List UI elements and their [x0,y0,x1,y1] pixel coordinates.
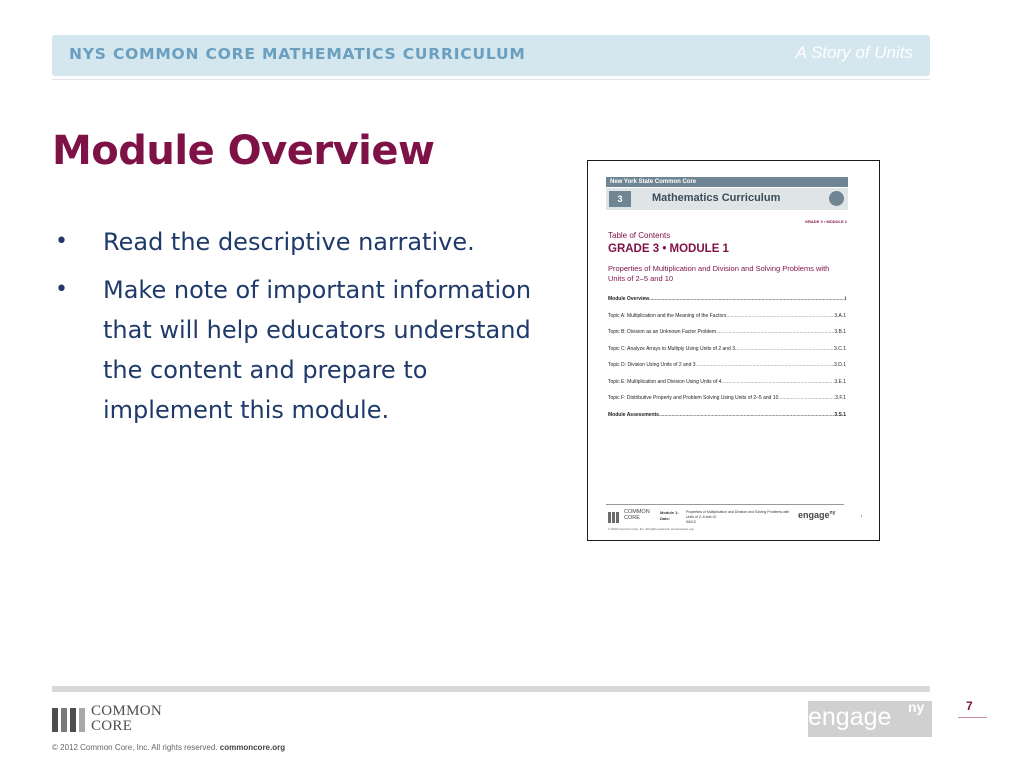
toc-entry: Topic F: Distributive Property and Problem Solving Using Units of 2–5 and 10 ..... 3.F.1 [608,395,846,412]
doc-toc-label: Table of Contents [608,231,671,240]
slide-number-underline [958,717,987,718]
doc-banner-title: Mathematics Curriculum [652,192,781,204]
common-core-wordmark: COMMON CORE [91,703,162,734]
toc-entry: Topic B: Division as an Unknown Factor Problem ..... 3.B.1 [608,329,846,346]
document-thumbnail [587,160,880,541]
common-core-logo [52,708,85,732]
bullet-list [52,222,552,438]
curriculum-title: NYS COMMON CORE MATHEMATICS CURRICULUM [69,45,526,63]
toc-entry: Module Overview ..... i [608,296,846,313]
toc-entry: Topic A: Multiplication and the Meaning of the Factors ..... 3.A.1 [608,313,846,330]
bullet-item [52,270,552,430]
doc-common-core-logo [608,510,622,521]
toc-entry: Module Assessments ..... 3.S.1 [608,412,846,429]
toc-entry: Topic D: Division Using Units of 2 and 3 ..... 3.D.1 [608,362,846,379]
doc-footer-cc: COMMON CORE [624,509,650,521]
commoncore-link[interactable]: commoncore.org [219,743,286,752]
bullet-marker: • [55,277,68,302]
doc-footer-labels: Module 1: Date: [660,510,679,521]
doc-engage-logo: engage$^{ny}$ [798,510,836,520]
doc-copyright: © 2013 Common Core, Inc. All rights reserved. commoncore.org [608,527,694,531]
header-divider [52,79,930,80]
bullet-marker: • [55,229,68,254]
series-title: A Story of Units [795,43,913,62]
engageny-logo: engage ny [808,701,932,737]
toc-entry: Topic E: Multiplication and Division Using Units of 4 ..... 3.E.1 [608,379,846,396]
toc-entry: Topic C: Analyze Arrays to Multiply Using Units of 2 and 3 ..... 3.C.1 [608,346,846,363]
bullet-text: Read the descriptive narrative. [103,228,475,256]
slide-title: Module Overview [52,128,435,174]
doc-footer-text: Properties of Multiplication and Division and Solving Problems with Units of 2–5 and 10 5/6/13 [686,510,790,524]
slide-number: 7 [966,699,973,713]
footer-divider [52,686,930,692]
header-bar [52,35,930,76]
doc-header-label: GRADE 3 • MODULE 1 [804,219,847,224]
bullet-text: Make note of important information that will help educators understand the content and prepare to implement this module. [103,276,532,424]
doc-footer-divider [606,504,844,505]
copyright: © 2012 Common Core, Inc. All rights reserved. commoncore.org [52,743,286,752]
doc-page-number: i [861,513,862,518]
doc-toc-list [608,296,846,428]
doc-grade-module: GRADE 3 • MODULE 1 [608,243,729,255]
doc-subtitle: Properties of Multiplication and Division and Solving Problems with Units of 2–5 and 10 [608,264,830,283]
doc-banner-top: New York State Common Core [606,177,848,187]
doc-grade-badge: 3 [609,191,631,207]
doc-banner [606,188,848,210]
bullet-item [52,222,552,262]
math-symbols-icon [829,191,844,206]
